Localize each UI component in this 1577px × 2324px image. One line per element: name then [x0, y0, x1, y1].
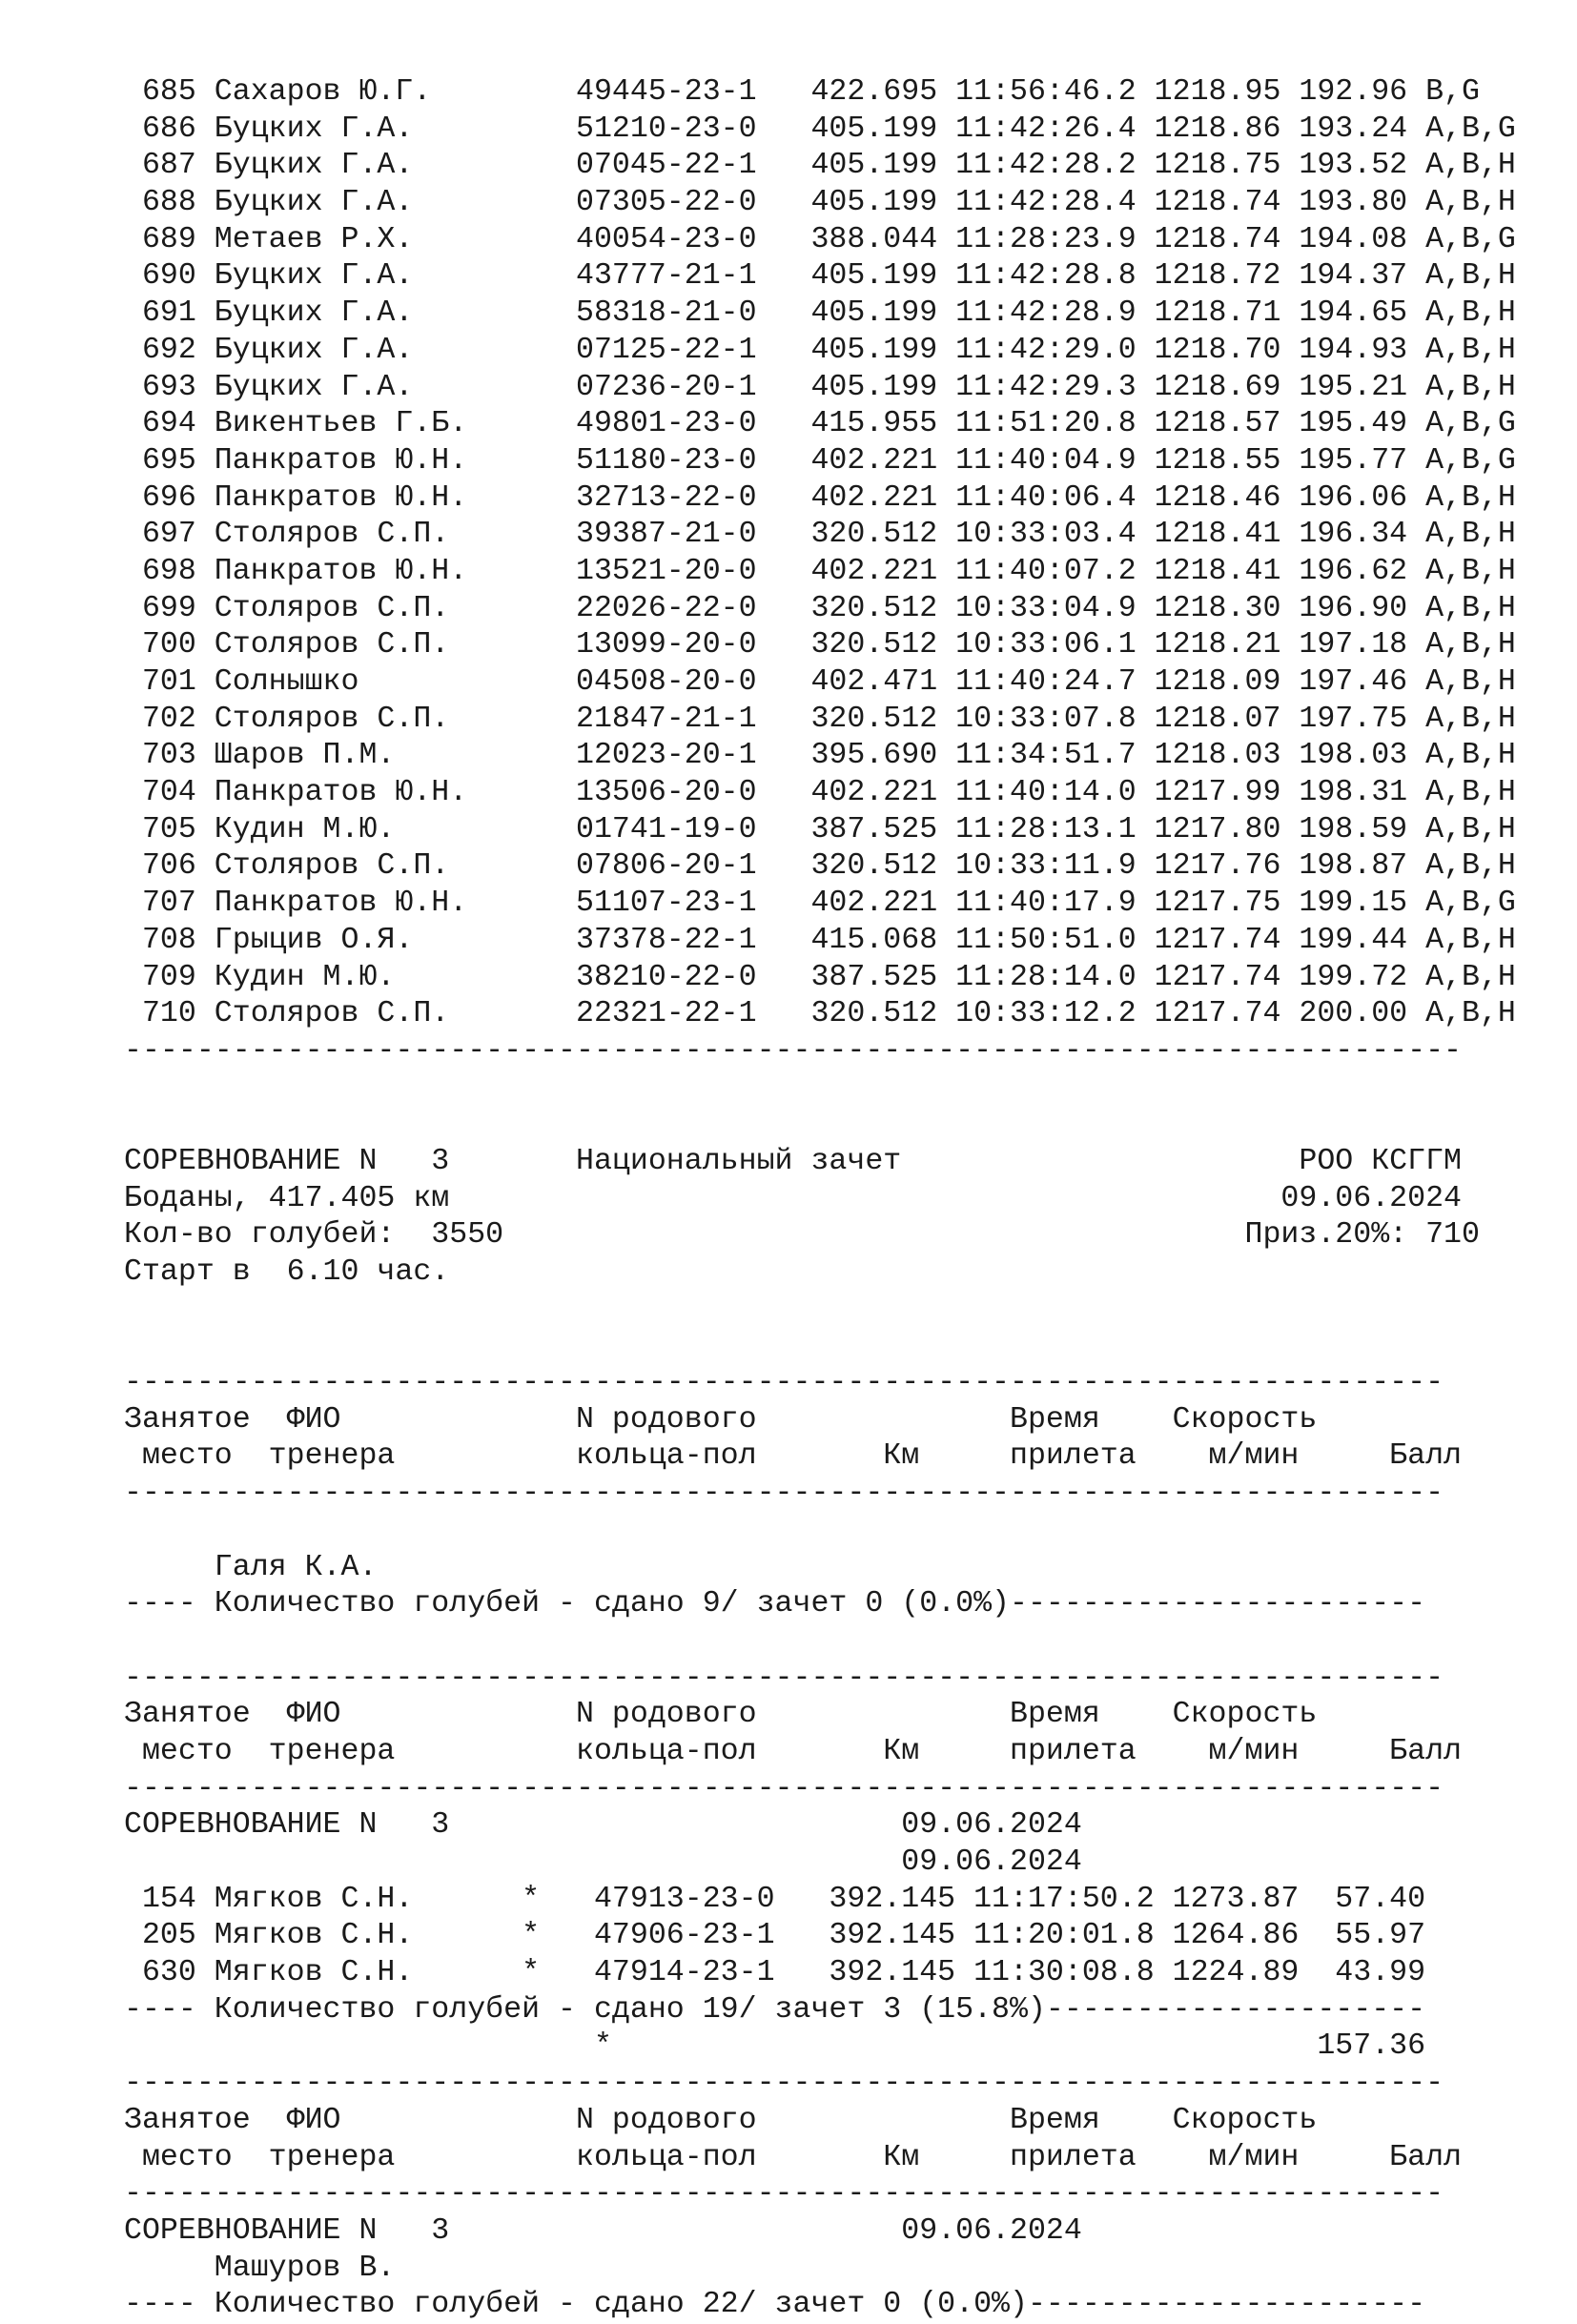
text-line: 705 Кудин М.Ю. 01741-19-0 387.525 11:28:13.1 1217.80 198.59 A,B,H [124, 812, 1516, 846]
text-line: место тренера кольца-пол Км прилета м/мин Балл [124, 1734, 1462, 1768]
text-line [124, 1328, 1554, 1365]
text-line: 687 Буцких Г.А. 07045-22-1 405.199 11:42:28.2 1218.75 193.52 A,B,H [124, 149, 1516, 183]
text-line: * 157.36 [124, 2029, 1426, 2064]
text-line: место тренера кольца-пол Км прилета м/мин Балл [124, 2140, 1462, 2174]
text-line: 695 Панкратов Ю.Н. 51180-23-0 402.221 11:40:04.9 1218.55 195.77 A,B,G [124, 443, 1516, 478]
text-line: 697 Столяров С.П. 39387-21-0 320.512 10:33:03.4 1218.41 196.34 A,B,H [124, 518, 1516, 552]
text-line [124, 1292, 1554, 1329]
text-line: Машуров В. [124, 2251, 396, 2285]
text-line: 708 Грыцив О.Я. 37378-22-1 415.068 11:50:51.0 1217.74 199.44 A,B,H [124, 923, 1516, 957]
text-line: 693 Буцких Г.А. 07236-20-1 405.199 11:42:29.3 1218.69 195.21 A,B,H [124, 370, 1516, 404]
text-line: Занятое ФИО N родового Время Скорость [124, 1698, 1318, 1732]
text-line: Галя К.А. [124, 1550, 378, 1584]
text-line: 698 Панкратов Ю.Н. 13521-20-0 402.221 11:40:07.2 1218.41 196.62 A,B,H [124, 554, 1516, 588]
text-line: ------------------------------------------------------------------------- [124, 1477, 1444, 1511]
text-line: ------------------------------------------------------------------------- [124, 1366, 1444, 1400]
text-line: Старт в 6.10 час. [124, 1255, 450, 1289]
text-line: ------------------------------------------------------------------------- [124, 1771, 1444, 1805]
text-line: Кол-во голубей: 3550 Приз.20%: 710 [124, 1218, 1480, 1253]
text-line: 09.06.2024 [124, 1845, 1082, 1879]
text-line: СОРЕВНОВАНИЕ N 3 09.06.2024 [124, 2213, 1082, 2248]
text-line: 706 Столяров С.П. 07806-20-1 320.512 10:33:11.9 1217.76 198.87 A,B,H [124, 849, 1516, 884]
text-line [124, 1070, 1554, 1108]
text-line: ---- Количество голубей - сдано 22/ зачет 0 (0.0%)---------------------- [124, 2288, 1426, 2322]
text-line: 702 Столяров С.П. 21847-21-1 320.512 10:33:07.8 1218.07 197.75 A,B,H [124, 702, 1516, 736]
text-line: -------------------------------------------------------------------------- [124, 1033, 1462, 1068]
text-line: 205 Мягков С.Н. * 47906-23-1 392.145 11:20:01.8 1264.86 55.97 [124, 1919, 1426, 1953]
text-line: 696 Панкратов Ю.Н. 32713-22-0 402.221 11:40:06.4 1218.46 196.06 A,B,H [124, 480, 1516, 515]
text-line [124, 1107, 1554, 1144]
text-line: 703 Шаров П.М. 12023-20-1 395.690 11:34:51.7 1218.03 198.03 A,B,H [124, 739, 1516, 773]
text-line: 688 Буцких Г.А. 07305-22-0 405.199 11:42:28.4 1218.74 193.80 A,B,H [124, 186, 1516, 220]
text-line: 710 Столяров С.П. 22321-22-1 320.512 10:33:12.2 1217.74 200.00 A,B,H [124, 997, 1516, 1031]
text-line: 699 Столяров С.П. 22026-22-0 320.512 10:33:04.9 1218.30 196.90 A,B,H [124, 591, 1516, 625]
text-line: 707 Панкратов Ю.Н. 51107-23-1 402.221 11:40:17.9 1217.75 199.15 A,B,G [124, 887, 1516, 921]
text-line: 154 Мягков С.Н. * 47913-23-0 392.145 11:17:50.2 1273.87 57.40 [124, 1882, 1426, 1916]
text-line: ------------------------------------------------------------------------- [124, 2177, 1444, 2212]
text-line: место тренера кольца-пол Км прилета м/мин Балл [124, 1439, 1462, 1474]
text-line: ---- Количество голубей - сдано 9/ зачет 0 (0.0%)----------------------- [124, 1587, 1426, 1621]
text-line: 709 Кудин М.Ю. 38210-22-0 387.525 11:28:14.0 1217.74 199.72 A,B,H [124, 960, 1516, 994]
text-line: Боданы, 417.405 км 09.06.2024 [124, 1181, 1462, 1215]
text-line: 691 Буцких Г.А. 58318-21-0 405.199 11:42:28.9 1218.71 194.65 A,B,H [124, 296, 1516, 331]
text-line: ------------------------------------------------------------------------- [124, 1661, 1444, 1695]
text-line: 701 Солнышко 04508-20-0 402.471 11:40:24.7 1218.09 197.46 A,B,H [124, 665, 1516, 699]
results-page [124, 74, 1554, 2324]
text-line: СОРЕВНОВАНИЕ N 3 09.06.2024 [124, 1808, 1082, 1843]
text-line: 692 Буцких Г.А. 07125-22-1 405.199 11:42:29.0 1218.70 194.93 A,B,H [124, 333, 1516, 367]
text-line: 694 Викентьев Г.Б. 49801-23-0 415.955 11:51:20.8 1218.57 195.49 A,B,G [124, 407, 1516, 441]
text-line: 700 Столяров С.П. 13099-20-0 320.512 10:33:06.1 1218.21 197.18 A,B,H [124, 628, 1516, 663]
text-line: ------------------------------------------------------------------------- [124, 2067, 1444, 2101]
text-line: ---- Количество голубей - сдано 19/ зачет 3 (15.8%)--------------------- [124, 1992, 1426, 2027]
text-line: 630 Мягков С.Н. * 47914-23-1 392.145 11:30:08.8 1224.89 43.99 [124, 1956, 1426, 1990]
text-line: 685 Сахаров Ю.Г. 49445-23-1 422.695 11:56:46.2 1218.95 192.96 B,G [124, 75, 1480, 109]
text-line [124, 1513, 1554, 1550]
text-line: 704 Панкратов Ю.Н. 13506-20-0 402.221 11:40:14.0 1217.99 198.31 A,B,H [124, 776, 1516, 810]
text-line: СОРЕВНОВАНИЕ N 3 Национальный зачет РОО КСГГМ [124, 1144, 1462, 1178]
text-line [124, 1623, 1554, 1661]
text-line: Занятое ФИО N родового Время Скорость [124, 1402, 1318, 1437]
text-line: 686 Буцких Г.А. 51210-23-0 405.199 11:42:26.4 1218.86 193.24 A,B,G [124, 112, 1516, 146]
text-line: 690 Буцких Г.А. 43777-21-1 405.199 11:42:28.8 1218.72 194.37 A,B,H [124, 259, 1516, 294]
text-line: Занятое ФИО N родового Время Скорость [124, 2103, 1318, 2137]
text-line: 689 Метаев Р.Х. 40054-23-0 388.044 11:28:23.9 1218.74 194.08 A,B,G [124, 222, 1516, 256]
